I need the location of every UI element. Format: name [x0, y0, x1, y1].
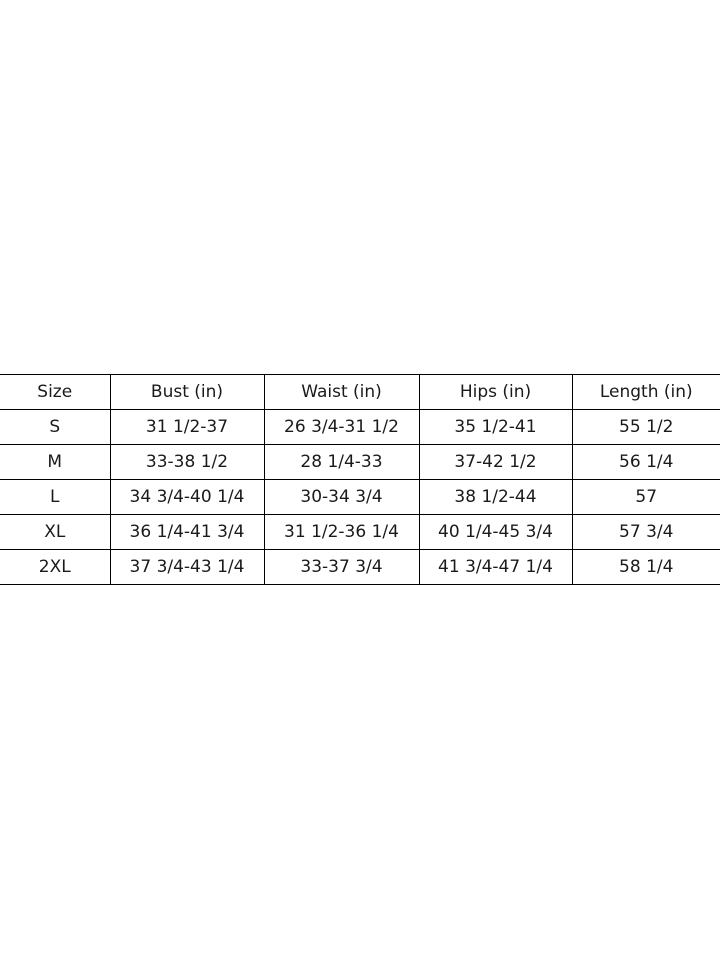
table-header-row [0, 375, 720, 410]
cell-size: L [0, 480, 110, 515]
cell-length: 55 1/2 [572, 410, 720, 445]
cell-length: 58 1/4 [572, 550, 720, 585]
cell-waist: 28 1/4-33 [264, 445, 419, 480]
cell-size: 2XL [0, 550, 110, 585]
size-chart-table [0, 374, 720, 585]
column-header-waist: Waist (in) [264, 375, 419, 410]
table-row [0, 480, 720, 515]
table-row [0, 445, 720, 480]
cell-size: M [0, 445, 110, 480]
column-header-bust: Bust (in) [110, 375, 264, 410]
cell-waist: 31 1/2-36 1/4 [264, 515, 419, 550]
cell-size: XL [0, 515, 110, 550]
cell-length: 57 [572, 480, 720, 515]
column-header-length: Length (in) [572, 375, 720, 410]
cell-waist: 26 3/4-31 1/2 [264, 410, 419, 445]
column-header-hips: Hips (in) [419, 375, 572, 410]
cell-bust: 33-38 1/2 [110, 445, 264, 480]
table-row [0, 515, 720, 550]
cell-waist: 33-37 3/4 [264, 550, 419, 585]
column-header-size: Size [0, 375, 110, 410]
cell-bust: 31 1/2-37 [110, 410, 264, 445]
cell-hips: 37-42 1/2 [419, 445, 572, 480]
cell-bust: 37 3/4-43 1/4 [110, 550, 264, 585]
cell-hips: 41 3/4-47 1/4 [419, 550, 572, 585]
cell-length: 56 1/4 [572, 445, 720, 480]
size-chart-container [0, 374, 720, 585]
cell-hips: 35 1/2-41 [419, 410, 572, 445]
cell-bust: 34 3/4-40 1/4 [110, 480, 264, 515]
cell-bust: 36 1/4-41 3/4 [110, 515, 264, 550]
cell-hips: 40 1/4-45 3/4 [419, 515, 572, 550]
table-row [0, 550, 720, 585]
cell-size: S [0, 410, 110, 445]
cell-waist: 30-34 3/4 [264, 480, 419, 515]
cell-length: 57 3/4 [572, 515, 720, 550]
table-row [0, 410, 720, 445]
cell-hips: 38 1/2-44 [419, 480, 572, 515]
